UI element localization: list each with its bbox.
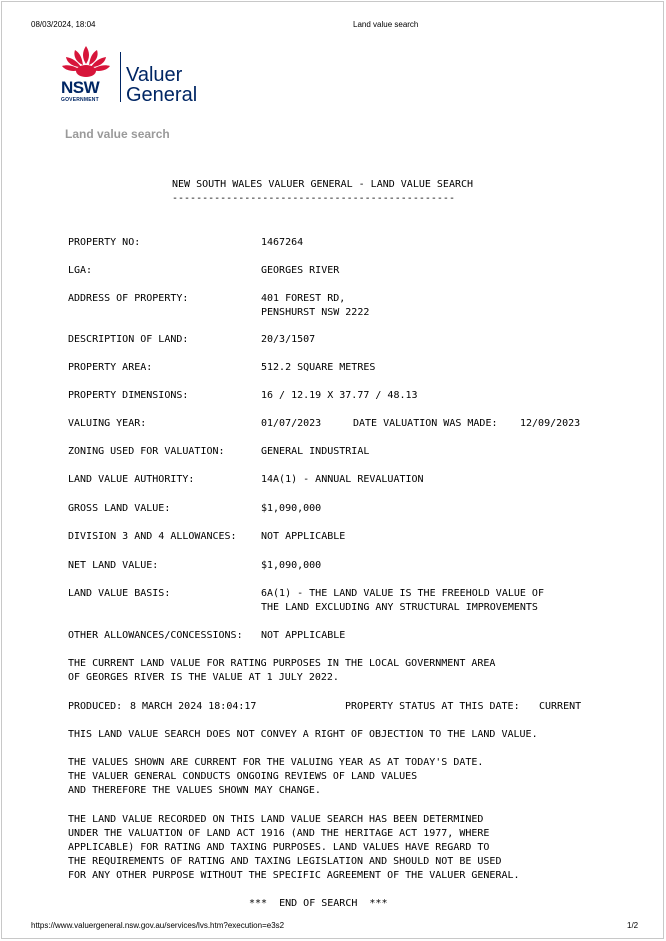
end-of-search: *** END OF SEARCH ***	[249, 898, 388, 909]
authority-label: LAND VALUE AUTHORITY:	[68, 474, 195, 485]
gross-value: $1,090,000	[261, 503, 322, 514]
legal-note-line-5: FOR ANY OTHER PURPOSE WITHOUT THE SPECIFIC AGREEMENT OF THE VALUER GENERAL.	[68, 870, 520, 881]
description-label: DESCRIPTION OF LAND:	[68, 334, 189, 345]
area-label: PROPERTY AREA:	[68, 362, 153, 373]
nsw-valuer-general-logo	[58, 44, 218, 106]
document-title: NEW SOUTH WALES VALUER GENERAL - LAND VALUE SEARCH	[172, 179, 474, 190]
property-status-value: CURRENT	[539, 701, 582, 712]
document-title-rule: -----------------------------------------------	[172, 193, 455, 204]
values-note-line-2: THE VALUER GENERAL CONDUCTS ONGOING REVIEWS OF LAND VALUES	[68, 771, 418, 782]
address-label: ADDRESS OF PROPERTY:	[68, 293, 189, 304]
authority-value: 14A(1) - ANNUAL REVALUATION	[261, 474, 424, 485]
property-status-label: PROPERTY STATUS AT THIS DATE:	[345, 701, 520, 712]
lga-label: LGA:	[68, 265, 93, 276]
net-value: $1,090,000	[261, 560, 322, 571]
basis-line-2: THE LAND EXCLUDING ANY STRUCTURAL IMPROVEMENTS	[261, 602, 538, 613]
legal-note-line-3: APPLICABLE) FOR RATING AND TAXING PURPOSES. LAND VALUES HAVE REGARD TO	[68, 842, 490, 853]
valuing-year-value: 01/07/2023	[261, 418, 322, 429]
net-value-label: NET LAND VALUE:	[68, 560, 159, 571]
basis-label: LAND VALUE BASIS:	[68, 588, 171, 599]
produced-value: 8 MARCH 2024 18:04:17	[130, 701, 257, 712]
logo-divider	[120, 52, 121, 102]
valuing-year-label: VALUING YEAR:	[68, 418, 147, 429]
legal-note-line-2: UNDER THE VALUATION OF LAND ACT 1916 (AND THE HERITAGE ACT 1977, WHERE	[68, 828, 490, 839]
description-value: 20/3/1507	[261, 334, 316, 345]
produced-label: PRODUCED:	[68, 701, 123, 712]
lga-value: GEORGES RIVER	[261, 265, 340, 276]
zoning-value: GENERAL INDUSTRIAL	[261, 446, 370, 457]
print-title: Land value search	[353, 20, 419, 29]
zoning-label: ZONING USED FOR VALUATION:	[68, 446, 225, 457]
other-allowances-value: NOT APPLICABLE	[261, 630, 346, 641]
values-note-line-3: AND THEREFORE THE VALUES SHOWN MAY CHANGE.	[68, 785, 321, 796]
logo-general-text: General	[126, 84, 198, 106]
address-line-2: PENSHURST NSW 2222	[261, 307, 370, 318]
dimensions-value: 16 / 12.19 X 37.77 / 48.13	[261, 390, 418, 401]
print-datetime: 08/03/2024, 18:04	[31, 20, 96, 29]
legal-note-line-1: THE LAND VALUE RECORDED ON THIS LAND VALUE SEARCH HAS BEEN DETERMINED	[68, 814, 484, 825]
logo-valuer-text: Valuer	[126, 64, 183, 86]
objection-note: THIS LAND VALUE SEARCH DOES NOT CONVEY A RIGHT OF OBJECTION TO THE LAND VALUE.	[68, 729, 538, 740]
address-line-1: 401 FOREST RD,	[261, 293, 346, 304]
print-url: https://www.valuergeneral.nsw.gov.au/services/lvs.htm?execution=e3s2	[31, 921, 285, 930]
property-no-label: PROPERTY NO:	[68, 237, 141, 248]
waratah-icon	[58, 44, 114, 80]
current-note-line-1: THE CURRENT LAND VALUE FOR RATING PURPOSES IN THE LOCAL GOVERNMENT AREA	[68, 658, 496, 669]
other-allowances-label: OTHER ALLOWANCES/CONCESSIONS:	[68, 630, 243, 641]
valuation-made-label: DATE VALUATION WAS MADE:	[353, 418, 498, 429]
current-note-line-2: OF GEORGES RIVER IS THE VALUE AT 1 JULY 2022.	[68, 672, 339, 683]
logo-government-text: GOVERNMENT	[61, 97, 99, 103]
division-allowances-label: DIVISION 3 AND 4 ALLOWANCES:	[68, 531, 237, 542]
basis-line-1: 6A(1) - THE LAND VALUE IS THE FREEHOLD VALUE OF	[261, 588, 544, 599]
values-note-line-1: THE VALUES SHOWN ARE CURRENT FOR THE VALUING YEAR AS AT TODAY'S DATE.	[68, 757, 484, 768]
property-no-value: 1467264	[261, 237, 304, 248]
legal-note-line-4: THE REQUIREMENTS OF RATING AND TAXING LEGISLATION AND SHOULD NOT BE USED	[68, 856, 502, 867]
page-subtitle: Land value search	[65, 127, 170, 141]
valuation-made-value: 12/09/2023	[520, 418, 581, 429]
page-border	[1, 1, 664, 939]
area-value: 512.2 SQUARE METRES	[261, 362, 376, 373]
print-page-number: 1/2	[627, 921, 639, 930]
gross-value-label: GROSS LAND VALUE:	[68, 503, 171, 514]
division-allowances-value: NOT APPLICABLE	[261, 531, 346, 542]
dimensions-label: PROPERTY DIMENSIONS:	[68, 390, 189, 401]
logo-nsw-text: NSW	[61, 78, 100, 97]
